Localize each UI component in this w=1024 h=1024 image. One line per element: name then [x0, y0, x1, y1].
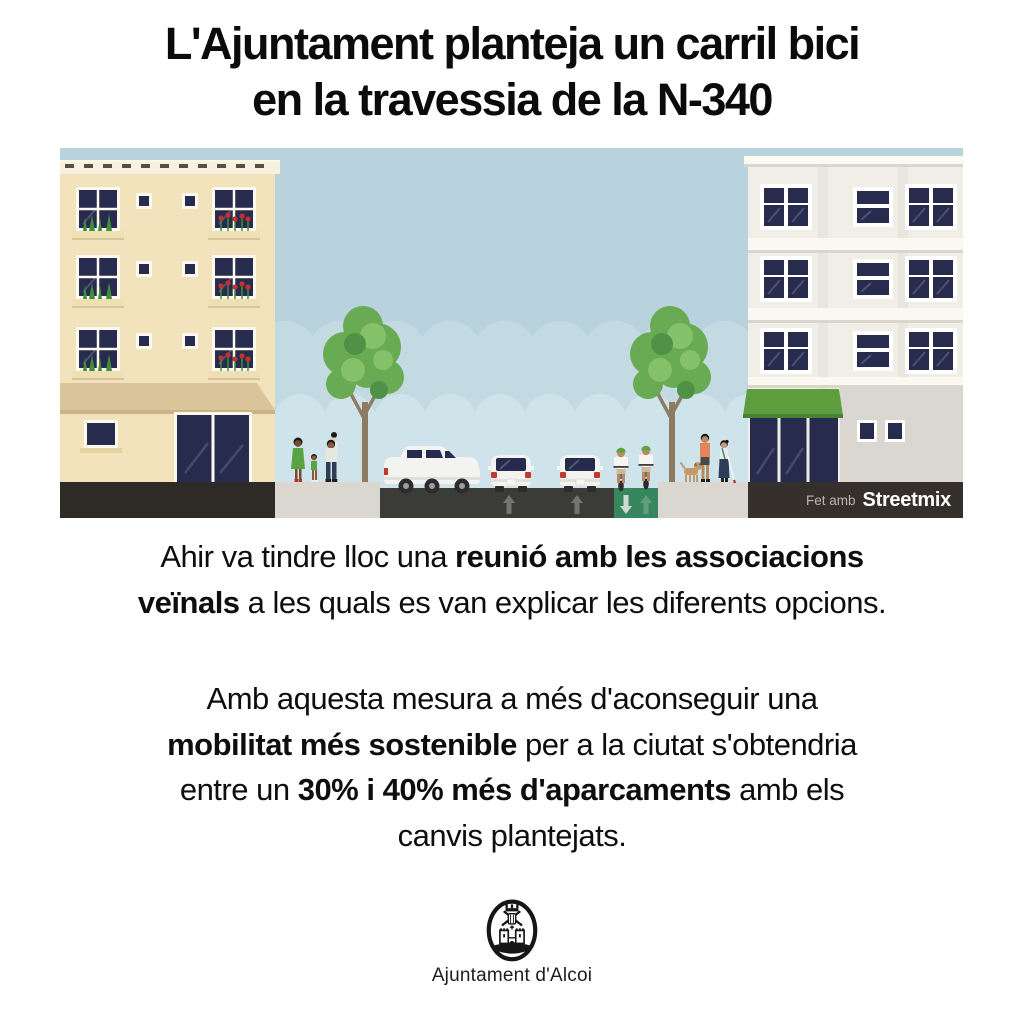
page-title-line1: L'Ajuntament planteja un carril bici [164, 18, 860, 69]
paragraph-2-line4: canvis plantejats. [397, 817, 627, 853]
alcoi-coat-of-arms-icon [484, 897, 540, 962]
logo-text: Ajuntament d'Alcoi [431, 965, 593, 986]
left-building-base [60, 482, 275, 518]
paragraph-1-line1: Ahir va tindre lloc una reunió amb les associacions [160, 539, 864, 574]
streetmix-credit-bar [748, 482, 963, 518]
credit-prefix: Fet amb [806, 492, 856, 508]
paragraph-2-line1: Amb aquesta mesura a més d'aconseguir una [206, 681, 818, 716]
right-storefront [750, 418, 838, 482]
streetmix-brand: Streetmix [862, 488, 951, 511]
paragraph-2-line2: mobilitat més sostenible per a la ciutat s'obtendria [167, 726, 857, 762]
paragraph-1-line2: veïnals a les quals es van explicar les diferents opcions. [137, 584, 887, 620]
right-building-awning [743, 389, 843, 416]
page-title-line2: en la travessia de la N-340 [252, 73, 772, 125]
left-building [60, 160, 280, 518]
right-building [743, 156, 963, 518]
footer-logo [0, 897, 1024, 987]
street-scene [60, 148, 963, 518]
street-scene-svg [60, 148, 963, 518]
right-sidewalk [658, 482, 748, 518]
paragraph-1 [0, 534, 1024, 625]
page-title [0, 16, 1024, 128]
left-building-awning [60, 383, 275, 410]
left-sidewalk [275, 482, 380, 518]
paragraph-2 [0, 676, 1024, 858]
paragraph-2-line3: entre un 30% i 40% més d'aparcaments amb els [179, 772, 845, 808]
